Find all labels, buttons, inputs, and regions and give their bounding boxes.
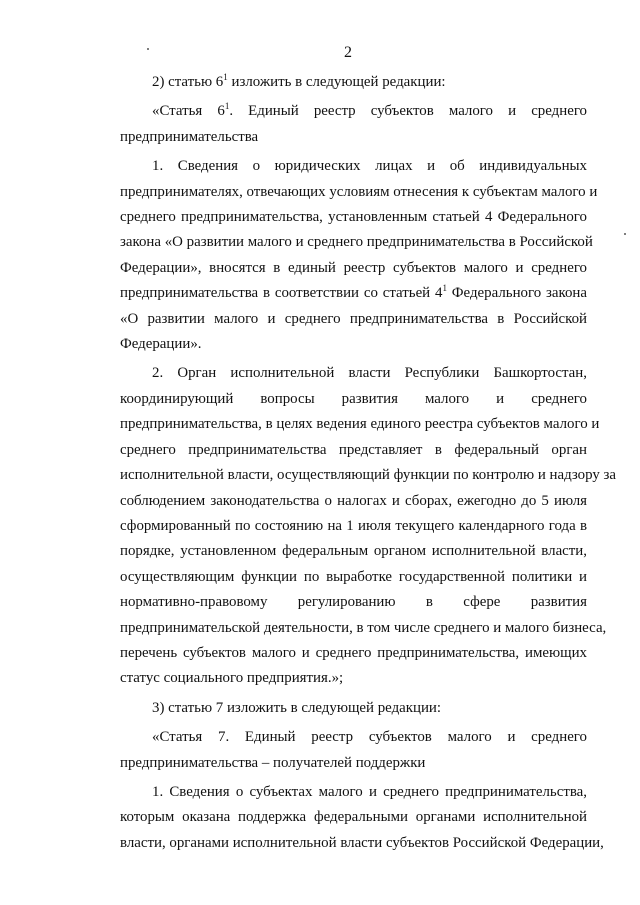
text-line [120,666,587,691]
line-text: которым оказана поддержка федеральными органами исполнительной [120,809,587,826]
line-text: предпринимательства [120,128,259,145]
text-line [120,780,587,805]
paragraph-gap [120,856,587,860]
line-text: 1. Сведения о субъектах малого и среднего предпринимательства, [152,783,587,800]
line-text: «О развитии малого и среднего предпринимательства в Российской [120,310,587,327]
scan-speck [147,48,149,50]
line-text: исполнительной власти, осуществляющий функции по контролю и надзору за [120,467,617,484]
line-text: предпринимательской деятельности, в том числе среднего и малого бизнеса, [120,619,607,636]
text-line [120,154,587,179]
line-text: власти, органами исполнительной власти субъектов Российской Федерации, [120,834,604,851]
text-line [120,751,587,776]
line-text: среднего предпринимательства представляет в федеральный орган [120,441,587,458]
text-line [120,438,587,463]
line-text-tail: . Единый реестр субъектов малого и среднего [229,103,587,120]
line-text: 2) статью 6 [152,74,224,90]
text-line [120,332,587,357]
superscript: 1 [224,101,230,112]
line-text-tail: изложить в следующей редакции: [227,74,446,90]
line-text-tail: Федерального закона [446,285,587,302]
text-line [120,641,587,666]
line-text: Федерации», вносятся в единый реестр субъектов малого и среднего [120,259,587,276]
paragraph-item3 [120,696,587,721]
text-line [120,361,587,386]
line-text: предпринимательства – получателей поддержки [120,754,426,771]
line-text: 2. Орган исполнительной власти Республики Башкортостан, [152,365,587,382]
text-line [120,99,587,124]
line-text: нормативно-правовому регулированию в сфере развития [120,594,587,611]
line-text: перечень субъектов малого и среднего предпринимательства, имеющих [120,644,587,661]
text-line [120,514,587,539]
line-text: Федерации». [120,336,202,353]
text-line [120,831,604,856]
line-text: «Статья 6 [152,103,225,120]
text-line [120,281,587,306]
line-text: координирующий вопросы развития малого и среднего [120,390,587,407]
text-line [120,387,587,412]
line-text: осуществляющим функции по выработке государственной политики и [120,568,587,585]
line-text: соблюдением законодательства о налогах и сборах, ежегодно до 5 июля [120,492,587,509]
scan-speck [624,233,626,235]
line-text: предпринимателях, отвечающих условиям отнесения к субъектам малого и [120,183,598,200]
line-text: статус социального предприятия.»; [120,670,344,687]
text-line [120,412,600,437]
text-line [120,125,587,150]
text-line [120,565,587,590]
text-line [120,616,607,641]
text-line [120,307,587,332]
paragraph-p2 [120,361,617,691]
line-text: закона «О развитии малого и среднего предпринимательства в Российской [120,234,593,251]
text-line [120,256,587,281]
text-line [120,205,587,230]
paragraph-p1 [120,154,598,357]
text-line [120,463,617,488]
text-line [120,180,598,205]
text-line [120,725,587,750]
text-line [120,590,587,615]
line-text: «Статья 7. Единый реестр субъектов малого и среднего [152,729,587,746]
paragraph-p3 [120,780,604,856]
text-line [120,489,587,514]
paragraph-article7 [120,725,587,776]
line-text: 3) статью 7 изложить в следующей редакции: [152,699,442,716]
line-text: предпринимательства, в целях ведения единого реестра субъектов малого и [120,416,600,433]
page-number: 2 [344,44,352,61]
line-text: сформированный по состоянию на 1 июля текущего календарного года в [120,517,587,534]
paragraph-item2 [120,70,587,95]
text-line [120,70,587,95]
superscript: 1 [442,283,447,294]
line-text: предпринимательства в соответствии со статьей 4 [120,285,443,302]
line-text: среднего предпринимательства, установленным статьей 4 Федерального [120,209,587,226]
line-text: порядке, установленном федеральным органом исполнительной власти, [120,543,587,560]
paragraph-article61 [120,99,587,150]
text-line [120,805,587,830]
text-line [120,230,593,255]
text-line [120,539,587,564]
superscript: 1 [223,72,228,83]
text-line [120,696,587,721]
document-body [120,70,617,860]
line-text: 1. Сведения о юридических лицах и об индивидуальных [152,158,587,175]
